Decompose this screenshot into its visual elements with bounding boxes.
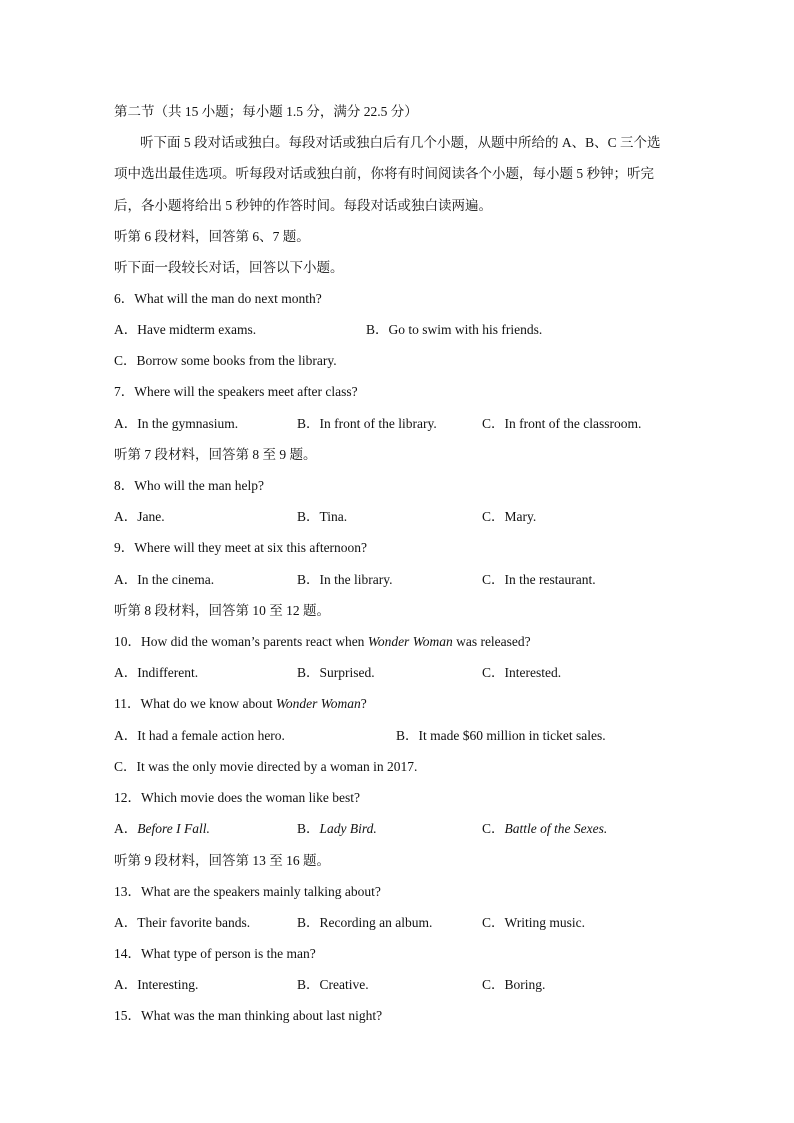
question-9-option-b: B．In the library. [297,572,393,587]
question-14-stem: 14．What type of person is the man? [114,946,316,961]
group-intro-9: 听第 9 段材料，回答第 13 至 16 题。 [114,853,330,868]
question-12-option-b [297,820,377,838]
question-11-stem-title: Wonder Woman [275,696,361,711]
question-9-option-a: A．In the cinema. [114,572,215,587]
question-14-option-b: B．Creative. [297,977,369,992]
question-9-option-c: C．In the restaurant. [482,572,596,587]
question-12-option-c-letter: C． [482,821,505,836]
question-11-option-c: C．It was the only movie directed by a woman in 2017. [114,759,418,774]
instructions-line-2: 项中选出最佳选项。听每段对话或独白前，你将有时间阅读各个小题，每小题 5 秒钟；听完 [114,166,654,181]
question-8-option-c: C．Mary. [482,509,537,524]
question-6-option-b: B．Go to swim with his friends. [366,322,543,337]
question-12-option-a [114,820,210,838]
question-7-option-a: A．In the gymnasium. [114,416,239,431]
group-intro-8: 听第 8 段材料，回答第 10 至 12 题。 [114,603,330,618]
question-10-option-c: C．Interested. [482,665,562,680]
question-6-option-c: C．Borrow some books from the library. [114,353,337,368]
group-intro-6: 听第 6 段材料，回答第 6、7 题。 [114,229,310,244]
group-intro-7: 听第 7 段材料，回答第 8 至 9 题。 [114,447,317,462]
question-10-option-b: B．Surprised. [297,665,375,680]
question-9-stem: 9．Where will they meet at six this afternoon? [114,540,368,555]
question-12-option-c [482,820,607,838]
question-10-stem-after: was released? [452,634,531,649]
question-11-stem [114,695,367,713]
question-10-stem-title: Wonder Woman [367,634,453,649]
question-6-stem: 6．What will the man do next month? [114,291,322,306]
question-14-option-a: A．Interesting. [114,977,199,992]
question-7-option-c: C．In front of the classroom. [482,416,642,431]
question-12-option-b-text: Lady Bird. [319,821,377,836]
instructions-line-1: 听下面 5 段对话或独白。每段对话或独白后有几个小题，从题中所给的 A、B、C 三个选 [140,135,661,150]
question-12-option-c-text: Battle of the Sexes. [504,821,608,836]
section-heading: 第二节（共 15 小题；每小题 1.5 分，满分 22.5 分） [114,104,418,119]
question-11-stem-before: 11．What do we know about [114,696,276,711]
question-13-stem: 13．What are the speakers mainly talking about? [114,884,381,899]
question-8-option-b: B．Tina. [297,509,348,524]
question-10-option-a: A．Indifferent. [114,665,199,680]
question-12-option-b-letter: B． [297,821,320,836]
question-10-stem-before: 10．How did the woman’s parents react when [114,634,368,649]
question-12-option-a-text: Before I Fall. [137,821,210,836]
question-12-stem: 12．Which movie does the woman like best? [114,790,360,805]
question-8-option-a: A．Jane. [114,509,165,524]
question-7-option-b: B．In front of the library. [297,416,437,431]
question-14-option-c: C．Boring. [482,977,546,992]
instructions-line-3: 后，各小题将给出 5 秒钟的作答时间。每段对话或独白读两遍。 [114,198,492,213]
question-11-option-b: B．It made $60 million in ticket sales. [396,728,606,743]
question-6-option-a: A．Have midterm exams. [114,322,257,337]
question-15-stem: 15．What was the man thinking about last night? [114,1008,383,1023]
group-sub-intro-6: 听下面一段较长对话，回答以下小题。 [114,260,344,275]
question-12-option-a-letter: A． [114,821,138,836]
question-13-option-c: C．Writing music. [482,915,585,930]
question-7-stem: 7．Where will the speakers meet after class? [114,384,358,399]
question-13-option-a: A．Their favorite bands. [114,915,251,930]
question-10-stem [114,633,531,651]
question-11-stem-after: ? [360,696,367,711]
question-11-option-a: A．It had a female action hero. [114,728,285,743]
question-8-stem: 8．Who will the man help? [114,478,264,493]
question-13-option-b: B．Recording an album. [297,915,433,930]
